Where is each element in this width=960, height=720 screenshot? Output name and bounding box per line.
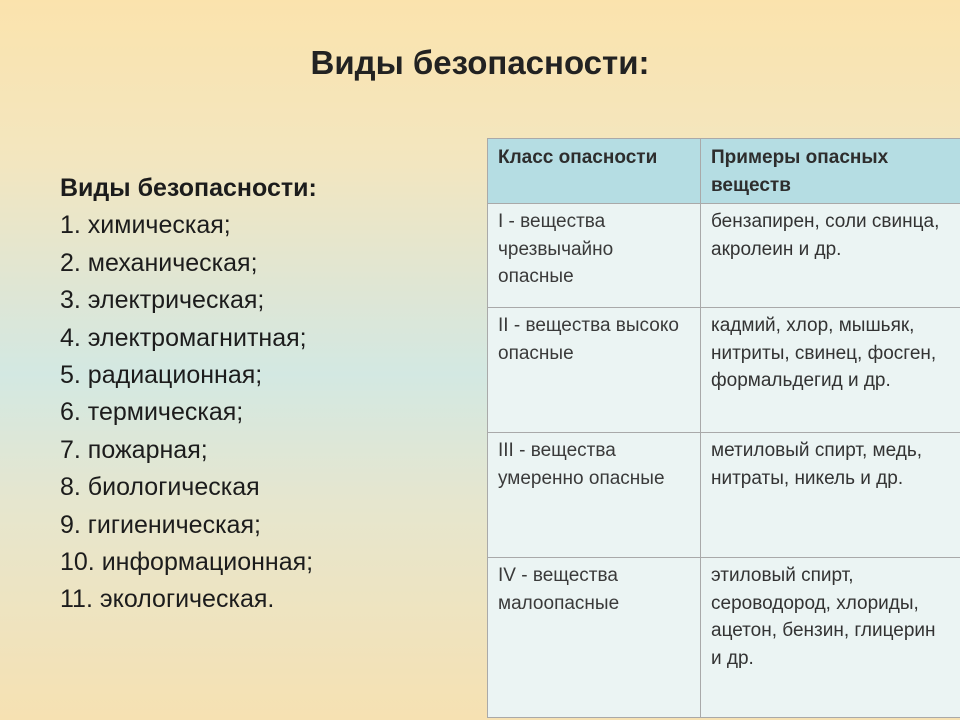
list-item: 9. гигиеническая;	[60, 510, 261, 539]
list-item: 5. радиационная;	[60, 361, 263, 390]
table-header-row	[488, 139, 960, 204]
list-heading: Виды безопасности:	[60, 174, 317, 202]
page-title: Виды безопасности:	[310, 44, 650, 81]
hazard-class-cell: IV - вещества малоопасные	[488, 558, 701, 718]
hazard-class-table	[487, 138, 960, 718]
hazard-class-cell: I - вещества чрезвычайно опасные	[488, 204, 701, 308]
header-hazard-class: Класс опасности	[488, 139, 701, 204]
examples-cell: метиловый спирт, медь, нитраты, никель и др.	[701, 433, 960, 558]
examples-cell: бензапирен, соли свинца, акролеин и др.	[701, 204, 960, 308]
list-item: 11. экологическая.	[60, 585, 275, 614]
table-row	[488, 433, 960, 558]
hazard-class-cell: II - вещества высоко опасные	[488, 308, 701, 433]
list-item: 8. биологическая	[60, 473, 260, 502]
list-item: 2. механическая;	[60, 248, 258, 277]
safety-types-list	[60, 170, 317, 619]
examples-cell: кадмий, хлор, мышьяк, нитриты, свинец, фосген, формальдегид и др.	[701, 308, 960, 433]
table-row	[488, 204, 960, 308]
list-item: 6. термическая;	[60, 398, 244, 427]
table-row	[488, 558, 960, 718]
table-row	[488, 308, 960, 433]
list-item: 3. электрическая;	[60, 286, 265, 315]
hazard-class-cell: III - вещества умеренно опасные	[488, 433, 701, 558]
list-item: 10. информационная;	[60, 548, 314, 577]
header-examples: Примеры опасных веществ	[701, 139, 960, 204]
list-item: 1. химическая;	[60, 211, 231, 240]
list-item: 4. электромагнитная;	[60, 323, 307, 352]
examples-cell: этиловый спирт, сероводород, хлориды, ацетон, бензин, глицерин и др.	[701, 558, 960, 718]
list-item: 7. пожарная;	[60, 435, 208, 464]
